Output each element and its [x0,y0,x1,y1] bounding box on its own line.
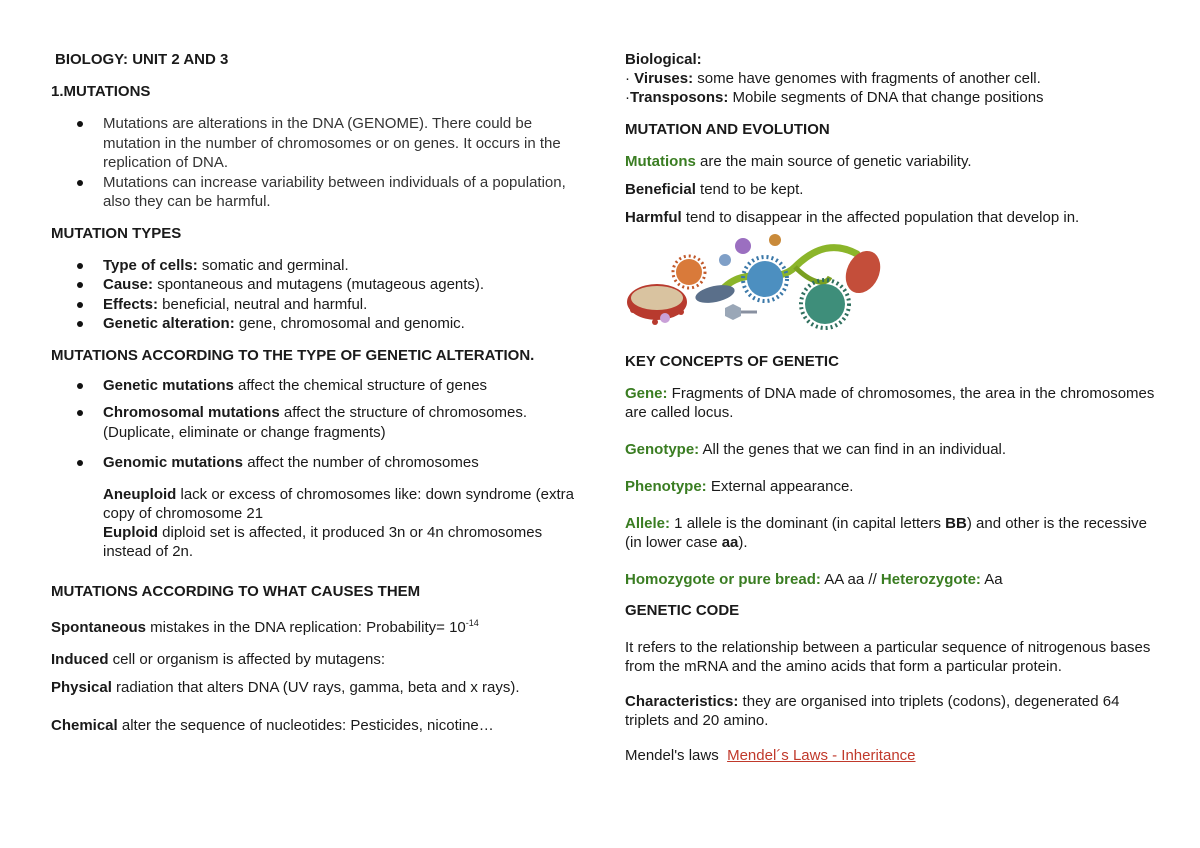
list-item: Mutations are alterations in the DNA (GENOME). There could be mutation in the number of chromosomes or on genes. It occurs in the replication of DNA. [103,114,581,173]
transposons-text: ·Transposons: Mobile segments of DNA that change positions [625,89,1044,106]
characteristics-text: Characteristics: they are organised into triplets (codons), degenerated 64 triplets and 20 amino. [625,693,1120,729]
viruses-text: · Viruses: some have genomes with fragments of another cell. [625,70,1041,87]
genetic-alteration-heading: MUTATIONS ACCORDING TO THE TYPE OF GENETIC ALTERATION. [51,346,535,364]
genotype-text: Genotype: All the genes that we can find in an individual. [625,441,1007,458]
list-item: Chromosomal mutations affect the structure of chromosomes. (Duplicate, eliminate or change fragments) [103,403,581,442]
list-item: Genetic alteration: gene, chromosomal and genomic. [103,314,581,334]
left-column [51,50,581,735]
list-item: Genetic mutations affect the chemical structure of genes [103,376,581,396]
mendel-laws-link[interactable]: Mendel´s Laws - Inheritance [727,747,916,764]
spontaneous-text: Spontaneous mistakes in the DNA replication: Probability= $10^{-14}$ [51,617,479,636]
section-mutations-heading: 1.MUTATIONS [51,83,151,100]
ploidy-notes [51,485,581,561]
mendel-line: Mendel's laws Mendel´s Laws - Inheritance [625,747,916,764]
list-item: Effects: beneficial, neutral and harmful. [103,295,581,315]
chemical-text: Chemical alter the sequence of nucleotides: Pesticides, nicotine… [51,716,494,734]
genetic-alteration-list [51,376,581,473]
genetic-code-text: It refers to the relationship between a particular sequence of nitrogenous bases from the mRNA and the amino acids that form a particular protein. [625,639,1151,675]
key-concepts-heading: KEY CONCEPTS OF GENETIC [625,353,839,370]
list-item: Type of cells: somatic and germinal. [103,256,581,276]
aneuploid-text: Aneuploid lack or excess of chromosomes like: down syndrome (extra copy of chromosome 21 [103,485,574,522]
causes-heading: MUTATIONS ACCORDING TO WHAT CAUSES THEM [51,582,421,600]
list-item: Cause: spontaneous and mutagens (mutageous agents). [103,275,581,295]
mutation-types-list [51,256,581,334]
mutations-text: Mutations are the main source of genetic variability. [625,153,972,170]
right-column [625,50,1165,765]
genetic-code-heading: GENETIC CODE [625,602,740,619]
list-item: Genomic mutations affect the number of chromosomes [103,453,581,473]
gene-text: Gene: Fragments of DNA made of chromosomes, the area in the chromosomes are called locus. [625,385,1155,421]
euploid-text: Euploid diploid set is affected, it produced 3n or 4n chromosomes instead of 2n. [103,523,543,560]
harmful-text: Harmful tend to disappear in the affected population that develop in. [625,209,1080,226]
intro-list [51,114,581,212]
physical-text: Physical radiation that alters DNA (UV rays, gamma, beta and x rays). [51,678,520,696]
document-title: BIOLOGY: UNIT 2 AND 3 [55,51,229,68]
evolution-heading: MUTATION AND EVOLUTION [625,121,830,138]
list-item: Mutations can increase variability between individuals of a population, also they can be harmful. [103,173,581,212]
virus-illustration-icon [625,232,887,330]
allele-text: Allele: 1 allele is the dominant (in capital letters BB) and other is the recessive (in lower case aa). [625,515,1147,551]
phenotype-text: Phenotype: External appearance. [625,478,854,495]
biological-label: Biological: [625,51,702,68]
beneficial-text: Beneficial tend to be kept. [625,181,804,198]
induced-text: Induced cell or organism is affected by mutagens: [51,650,386,668]
mutation-types-heading: MUTATION TYPES [51,224,182,242]
zygosity-text: Homozygote or pure bread: AA aa // Heterozygote: Aa [625,571,1003,588]
